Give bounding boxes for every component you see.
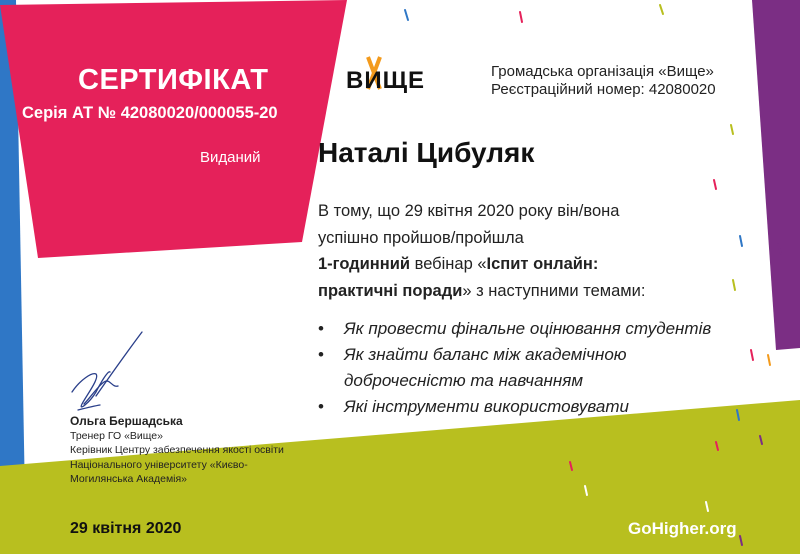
certificate-series: Серія АТ № 42080020/000055-20: [22, 104, 278, 122]
signer-name: Ольга Бершадська: [70, 414, 183, 428]
bullet: •: [318, 397, 324, 416]
topic-item: [318, 342, 724, 394]
duration-text: 1-годинний: [318, 255, 411, 273]
confetti-piece: [733, 280, 735, 290]
topic-item: [318, 316, 724, 342]
topics-list: [318, 316, 724, 420]
confetti-piece: [520, 12, 522, 22]
confetti-piece: [714, 180, 716, 189]
topic-text: Які інструменти використовувати: [344, 397, 629, 416]
issue-date: 29 квітня 2020: [70, 520, 182, 537]
certificate-description: [318, 198, 645, 304]
description-line: [318, 278, 645, 305]
webinar-title-cont: практичні поради: [318, 281, 463, 300]
description-text: » з наступними темами:: [462, 281, 646, 300]
confetti-piece: [740, 236, 742, 246]
pink-shape: [0, 0, 347, 258]
confetti-piece: [768, 355, 770, 365]
topic-text: Як знайти баланс між академічною доброчесністю та навчанням: [344, 345, 627, 390]
signer-block: [70, 414, 284, 487]
description-line: успішно пройшов/пройшла: [318, 228, 524, 247]
webinar-title: Іспит онлайн:: [486, 255, 599, 273]
description-line: В тому, що 29 квітня 2020 року він/вона: [318, 202, 620, 220]
organization-block: [491, 63, 716, 99]
description-text: вебінар «: [410, 255, 487, 273]
confetti-piece: [405, 10, 408, 20]
signer-role: Тренер ГО «Вище»: [70, 429, 163, 442]
certificate-title: СЕРТИФІКАТ: [78, 64, 269, 96]
vyshche-logo: [346, 55, 446, 95]
topic-item: [318, 394, 724, 420]
bullet: •: [318, 319, 324, 338]
bullet: •: [318, 345, 324, 364]
description-line: [318, 251, 645, 278]
logo-text: ВИЩЕ: [346, 67, 426, 94]
topic-text: Як провести фінальне оцінювання студентів: [344, 319, 712, 338]
registration-number: Реєстраційний номер: 42080020: [491, 81, 716, 98]
confetti-piece: [751, 350, 753, 360]
signer-role: Могилянська Академія»: [70, 473, 188, 485]
signer-role: Керівник Центру забезпечення якості освіти: [70, 444, 284, 456]
issued-label: Виданий: [200, 149, 261, 166]
recipient-name: Наталі Цибуляк: [318, 137, 535, 168]
website-link: GoHigher.org: [628, 519, 737, 538]
confetti-piece: [731, 125, 733, 134]
signature: [72, 332, 142, 410]
signer-role: Національного університету «Києво-: [70, 458, 248, 471]
purple-shape: [752, 0, 800, 350]
confetti-piece: [660, 5, 663, 14]
organization-name: Громадська організація «Вище»: [491, 63, 714, 80]
